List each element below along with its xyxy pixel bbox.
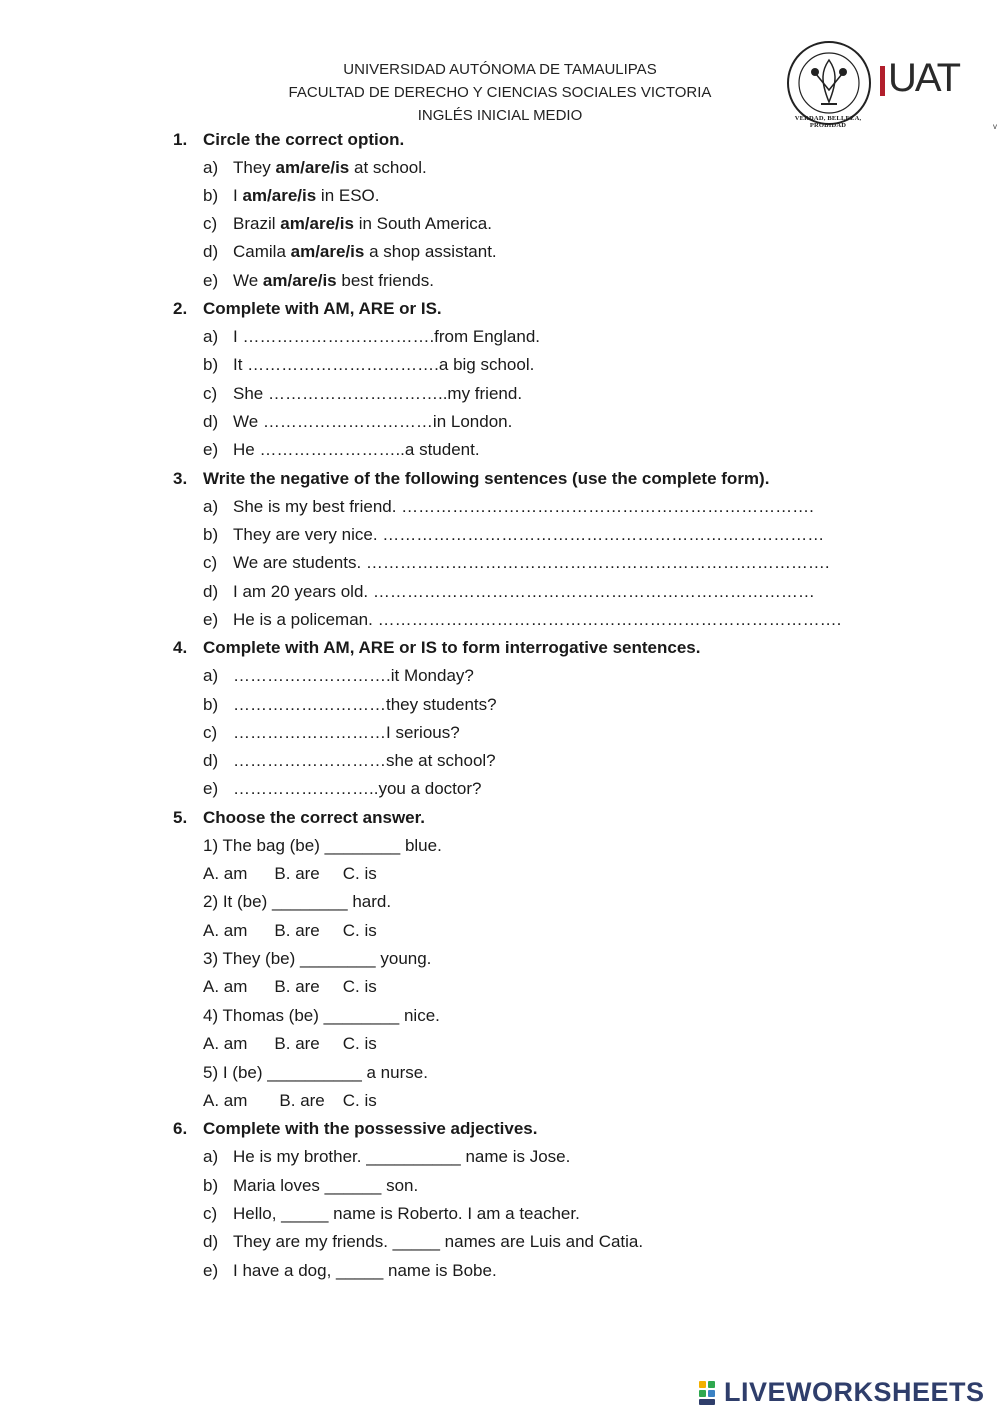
faculty-name: FACULTAD DE DERECHO Y CIENCIAS SOCIALES VICTORIA xyxy=(288,84,712,101)
list-item: b) ………………………they students? xyxy=(203,695,497,714)
list-item: d) Camila am/are/is a shop assistant. xyxy=(203,242,497,261)
section-5-title: 5. Choose the correct answer. xyxy=(173,808,426,827)
list-item: a) He is my brother. __________ name is Jose. xyxy=(203,1147,571,1166)
university-seal-icon xyxy=(786,40,872,126)
list-item: e) I have a dog, _____ name is Bobe. xyxy=(203,1261,497,1280)
list-item: e) He is a policeman. ………………………………………………………………………. xyxy=(203,610,842,629)
list-item: c) Brazil am/are/is in South America. xyxy=(203,214,492,233)
section-2-title: 2. Complete with AM, ARE or IS. xyxy=(173,299,442,318)
list-item: c) ………………………I serious? xyxy=(203,723,460,742)
list-item: d) I am 20 years old. …………………………………………………………………… xyxy=(203,582,815,601)
course-name: INGLÉS INICIAL MEDIO xyxy=(417,107,583,124)
list-item: b) It …………………………….a big school. xyxy=(203,355,535,374)
uat-logo-bar xyxy=(880,66,885,96)
list-item: a) I …………………………….from England. xyxy=(203,327,541,346)
question-prompt: 5) I (be) __________ a nurse. xyxy=(203,1063,428,1082)
list-item: d) ………………………she at school? xyxy=(203,751,496,770)
list-item: b) Maria loves ______ son. xyxy=(203,1176,419,1195)
seal-motto: VERDAD, BELLEZA, PROBIDAD xyxy=(794,115,862,129)
corner-mark: v xyxy=(993,122,997,131)
section-6-title: 6. Complete with the possessive adjectives. xyxy=(173,1119,538,1138)
answer-options: A. am B. are C. is xyxy=(203,1034,377,1053)
answer-options: A. am B. are C. is xyxy=(203,1091,377,1110)
list-item: e) ……………………..you a doctor? xyxy=(203,779,482,798)
liveworksheets-logo[interactable] xyxy=(698,1379,985,1406)
list-item: a) They am/are/is at school. xyxy=(203,158,427,177)
question-prompt: 3) They (be) ________ young. xyxy=(203,949,432,968)
list-item: e) We am/are/is best friends. xyxy=(203,271,434,290)
answer-options: A. am B. are C. is xyxy=(203,977,377,996)
answer-options: A. am B. are C. is xyxy=(203,864,377,883)
uat-logo: UAT xyxy=(888,56,960,100)
liveworksheets-wordmark: LIVEWORKSHEETS xyxy=(724,1377,985,1407)
liveworksheets-icon xyxy=(698,1380,724,1406)
list-item: d) We …………………………in London. xyxy=(203,412,513,431)
question-prompt: 2) It (be) ________ hard. xyxy=(203,892,392,911)
list-item: c) We are students. ………………………………………………………………………. xyxy=(203,553,830,572)
section-4-title: 4. Complete with AM, ARE or IS to form interrogative sentences. xyxy=(173,638,701,657)
question-prompt: 1) The bag (be) ________ blue. xyxy=(203,836,442,855)
section-3-title: 3. Write the negative of the following sentences (use the complete form). xyxy=(173,469,770,488)
list-item: e) He ……………………..a student. xyxy=(203,440,480,459)
list-item: b) They are very nice. …………………………………………………………………… xyxy=(203,525,825,544)
list-item: c) She …………………………..my friend. xyxy=(203,384,523,403)
list-item: c) Hello, _____ name is Roberto. I am a teacher. xyxy=(203,1204,580,1223)
section-1-title: 1. Circle the correct option. xyxy=(173,130,405,149)
list-item: d) They are my friends. _____ names are Luis and Catia. xyxy=(203,1232,644,1251)
list-item: a) She is my best friend. ………………………………………………………………. xyxy=(203,497,814,516)
university-name: UNIVERSIDAD AUTÓNOMA DE TAMAULIPAS xyxy=(343,61,657,78)
answer-options: A. am B. are C. is xyxy=(203,921,377,940)
list-item: a) ……………………….it Monday? xyxy=(203,666,474,685)
question-prompt: 4) Thomas (be) ________ nice. xyxy=(203,1006,440,1025)
list-item: b) I am/are/is in ESO. xyxy=(203,186,380,205)
